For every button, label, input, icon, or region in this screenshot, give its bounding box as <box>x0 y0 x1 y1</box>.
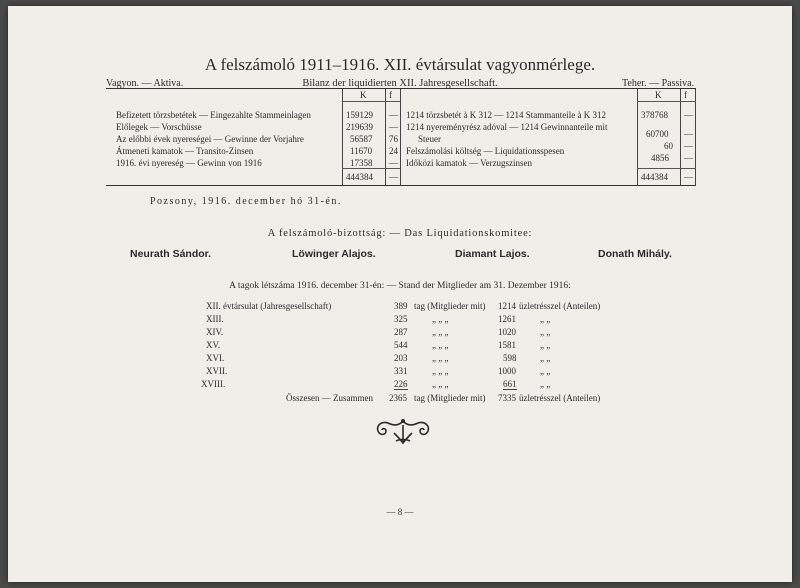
member-count: 226 <box>394 379 408 389</box>
signatory-name: Neurath Sándor. <box>130 248 212 260</box>
member-unit: „ „ „ <box>432 353 449 363</box>
asset-row-k: 17358 <box>350 158 373 168</box>
member-shares: 1261 <box>498 314 516 324</box>
ornament-icon <box>370 417 436 449</box>
committee-heading: A felszámoló-bizottság: — Das Liquidationskomitee: <box>267 228 533 239</box>
member-unit: „ „ „ <box>432 366 449 376</box>
members-total-shares: 7335 <box>498 393 516 403</box>
liabilities-f-header: f <box>684 90 687 100</box>
liabilities-k-header: K <box>655 90 662 100</box>
member-count: 331 <box>394 366 408 376</box>
members-total-count: 2365 <box>389 393 407 403</box>
member-count: 287 <box>394 327 408 337</box>
member-unit: „ „ „ <box>432 379 449 389</box>
signatory-name: Diamant Lajos. <box>455 248 530 260</box>
member-group-name: XIV. <box>206 327 224 337</box>
member-count: 389 <box>394 301 408 311</box>
member-share-unit: „ „ <box>540 340 551 350</box>
page-number: — 8 — <box>386 507 414 517</box>
place-date: Pozsony, 1916. december hó 31-én. <box>150 196 342 207</box>
member-group-name: XVIII. <box>201 379 226 389</box>
liability-row-label: Felszámolási költség — Liquidationsspesen <box>406 146 565 156</box>
asset-row-k: 56587 <box>350 134 373 144</box>
members-total-share-unit: üzletrésszel (Anteilen) <box>519 393 601 403</box>
balance-sheet-table <box>106 88 696 186</box>
liability-row-k: 60700 <box>646 129 669 139</box>
liabilities-total-f: — <box>684 172 693 182</box>
asset-row-label: Az előbbi évek nyereségei — Gewinne der Vorjahre <box>116 134 304 144</box>
member-shares: 661 <box>503 379 517 389</box>
asset-row-f: 24 <box>389 146 398 156</box>
asset-row-label: 1916. évi nyereség — Gewinn von 1916 <box>116 158 262 168</box>
member-shares: 1020 <box>498 327 516 337</box>
member-share-unit: „ „ <box>540 353 551 363</box>
members-total-label: Összesen — Zusammen <box>286 393 373 403</box>
page-title: A felszámoló 1911–1916. XII. évtársulat vagyonmérlege. <box>204 55 596 74</box>
signatory-name: Donath Mihály. <box>598 248 672 260</box>
member-shares: 1214 <box>498 301 516 311</box>
asset-row-k: 11670 <box>350 146 373 156</box>
assets-total-k: 444384 <box>346 172 373 182</box>
asset-row-f: — <box>389 158 398 168</box>
liability-row-label: Steuer <box>418 134 441 144</box>
member-unit: „ „ „ <box>432 314 449 324</box>
member-share-unit: üzletrésszel (Anteilen) <box>519 301 601 311</box>
asset-row-k: 219639 <box>346 122 373 132</box>
asset-row-f: — <box>389 110 398 120</box>
member-shares: 1581 <box>498 340 516 350</box>
liability-row-label: 1214 törzsbetét à K 312 — 1214 Stammanteile à K 312 <box>406 110 606 120</box>
liability-row-label: Időközi kamatok — Verzugszinsen <box>406 158 533 168</box>
liability-row-k: 4856 <box>651 153 669 163</box>
member-share-unit: „ „ <box>540 379 551 389</box>
liability-row-k: 60 <box>664 141 673 151</box>
asset-row-f: 76 <box>389 134 398 144</box>
member-unit: „ „ „ <box>432 340 449 350</box>
liability-row-f: — <box>684 129 693 139</box>
member-share-unit: „ „ <box>540 314 551 324</box>
member-count: 544 <box>394 340 408 350</box>
liability-row-f: — <box>684 110 693 120</box>
asset-row-label: Előlegek — Vorschüsse <box>116 122 202 132</box>
asset-row-label: Átmeneti kamatok — Transito-Zinsen <box>116 146 254 156</box>
member-count: 203 <box>394 353 408 363</box>
signatory-name: Löwinger Alajos. <box>292 248 376 260</box>
member-unit: tag (Mitglieder mit) <box>414 301 486 311</box>
liabilities-total-k: 444384 <box>641 172 668 182</box>
liability-row-f: — <box>684 153 693 163</box>
member-shares: 598 <box>503 353 517 363</box>
assets-total-f: — <box>389 172 398 182</box>
member-group-name: XVII. <box>206 366 228 376</box>
member-share-unit: „ „ <box>540 327 551 337</box>
member-share-unit: „ „ <box>540 366 551 376</box>
member-group-name: XIII. <box>206 314 224 324</box>
asset-row-f: — <box>389 122 398 132</box>
asset-row-label: Befizetett törzsbetétek — Eingezahlte Stammeinlagen <box>116 110 311 120</box>
page-subtitle: Bilanz der liquidierten XII. Jahresgesellschaft. <box>302 78 498 89</box>
members-total-unit: tag (Mitglieder mit) <box>414 393 486 403</box>
liability-row-k: 378768 <box>641 110 668 120</box>
member-count: 325 <box>394 314 408 324</box>
member-group-name: XV. <box>206 340 221 350</box>
liability-row-label: 1214 nyereményrész adóval — 1214 Gewinnanteile mit <box>406 122 608 132</box>
member-unit: „ „ „ <box>432 327 449 337</box>
member-shares: 1000 <box>498 366 516 376</box>
liabilities-header: Teher. — Passiva. <box>622 78 695 89</box>
assets-k-header: K <box>360 90 367 100</box>
liability-row-f: — <box>684 141 693 151</box>
member-group-name: XII. évtársulat (Jahresgesellschaft) <box>206 301 332 311</box>
assets-header: Vagyon. — Aktiva. <box>106 78 184 89</box>
assets-f-header: f <box>389 90 392 100</box>
member-group-name: XVI. <box>206 353 225 363</box>
asset-row-k: 159129 <box>346 110 373 120</box>
members-heading: A tagok létszáma 1916. december 31-én: — Stand der Mitglieder am 31. Dezember 1916: <box>229 281 571 291</box>
